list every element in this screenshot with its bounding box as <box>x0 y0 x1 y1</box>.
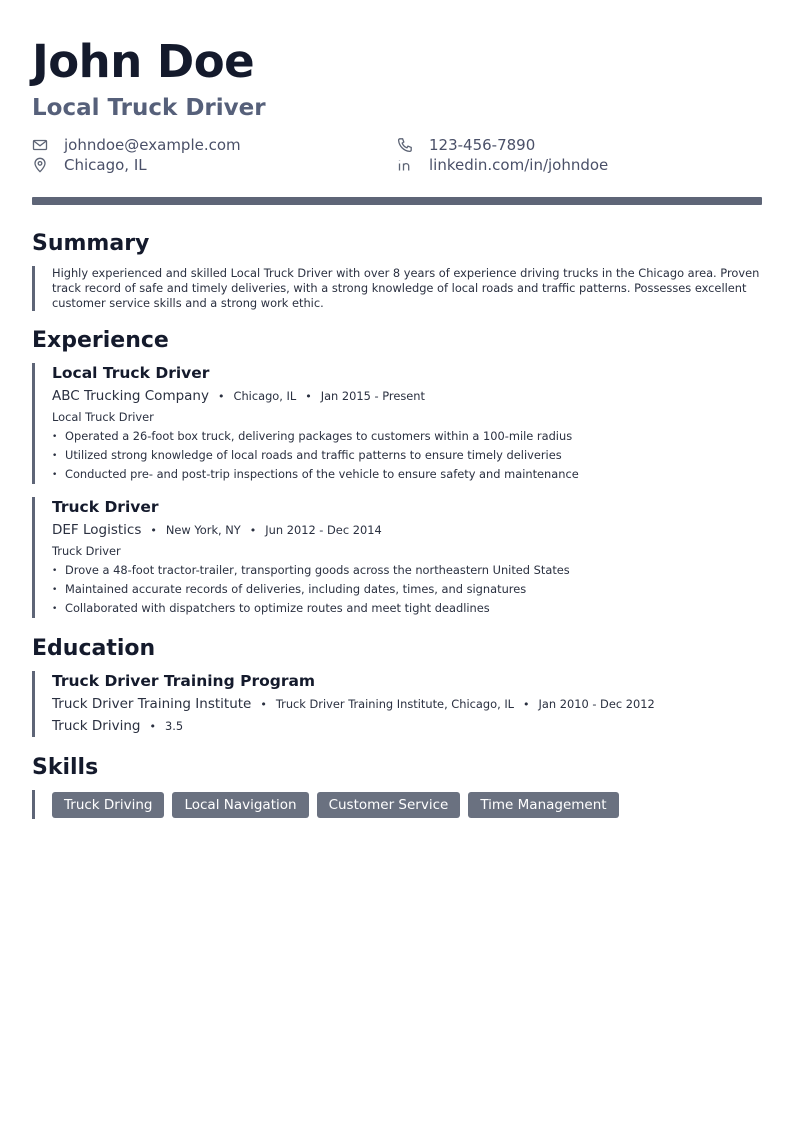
job-bullets <box>52 561 762 618</box>
education-program: Truck Driver Training Program <box>52 672 316 690</box>
summary-text: Highly experienced and skilled Local Truck Driver with over 8 years of experience driving trucks in the Chicago area. Proven track record of safe and timely deliveries, with a strong knowledge of local roads and traffic patterns. Possesses excellent customer service skills and a strong work ethic. <box>32 266 762 311</box>
candidate-name: John Doe <box>32 35 255 88</box>
education-location: Truck Driver Training Institute, Chicago, IL <box>275 697 515 711</box>
job-title: Truck Driver <box>52 498 159 516</box>
job-bullet: • Operated a 26-foot box truck, delivering packages to customers within a 100-mile radius <box>52 427 762 446</box>
contact-location-text: Chicago, IL <box>64 155 147 174</box>
summary-heading: Summary <box>32 231 150 256</box>
separator-dot: • <box>249 524 257 537</box>
job-entry <box>32 363 762 484</box>
job-subtitle: Truck Driver <box>52 544 121 558</box>
job-company: ABC Trucking Company <box>52 388 209 404</box>
education-dates: Jan 2010 - Dec 2012 <box>538 697 655 711</box>
contact-location <box>32 155 397 174</box>
separator-dot: • <box>260 698 267 711</box>
job-title: Local Truck Driver <box>52 364 210 382</box>
skill-chip: Local Navigation <box>172 792 308 818</box>
separator-dot: • <box>305 390 312 403</box>
job-dates: Jun 2012 - Dec 2014 <box>265 523 382 537</box>
job-bullet: • Utilized strong knowledge of local roads and traffic patterns to ensure timely deliveries <box>52 446 762 465</box>
education-entry <box>32 671 762 737</box>
skill-chip: Customer Service <box>317 792 461 818</box>
contact-email[interactable] <box>32 135 397 154</box>
separator-dot: • <box>523 698 530 711</box>
separator-dot: • <box>149 720 156 733</box>
job-dates: Jan 2015 - Present <box>320 389 425 403</box>
education-field: Truck Driving <box>52 718 141 734</box>
job-bullet: • Collaborated with dispatchers to optimize routes and meet tight deadlines <box>52 599 762 618</box>
contact-list <box>32 135 762 174</box>
separator-dot: • <box>150 524 157 537</box>
contact-phone[interactable] <box>397 135 762 154</box>
linkedin-icon <box>397 157 413 173</box>
job-location: New York, NY <box>165 523 241 537</box>
contact-email-text: johndoe@example.com <box>64 135 241 154</box>
job-bullet: • Maintained accurate records of deliveries, including dates, times, and signatures <box>52 580 762 599</box>
job-location: Chicago, IL <box>233 389 297 403</box>
mail-icon <box>32 137 48 153</box>
job-meta <box>52 520 762 541</box>
job-company: DEF Logistics <box>52 522 142 538</box>
separator-dot: • <box>217 390 225 403</box>
skills-heading: Skills <box>32 755 99 780</box>
skill-chip: Time Management <box>468 792 618 818</box>
education-gpa: 3.5 <box>164 719 184 733</box>
education-meta <box>52 694 762 715</box>
contact-linkedin-text: linkedin.com/in/johndoe <box>429 155 609 174</box>
skills-list <box>32 790 762 819</box>
education-institution: Truck Driver Training Institute <box>52 696 252 712</box>
location-pin-icon <box>32 157 48 173</box>
job-entry <box>32 497 762 618</box>
job-meta <box>52 386 762 407</box>
job-bullets <box>52 427 762 484</box>
experience-heading: Experience <box>32 328 169 353</box>
contact-linkedin[interactable] <box>397 155 762 174</box>
skill-chip: Truck Driving <box>52 792 164 818</box>
contact-phone-text: 123-456-7890 <box>429 135 536 154</box>
education-heading: Education <box>32 636 156 661</box>
resume <box>32 36 762 819</box>
job-bullet: • Drove a 48-foot tractor-trailer, transporting goods across the northeastern United States <box>52 561 762 580</box>
job-subtitle: Local Truck Driver <box>52 410 154 424</box>
phone-icon <box>397 137 413 153</box>
job-bullet: • Conducted pre- and post-trip inspections of the vehicle to ensure safety and maintenance <box>52 465 762 484</box>
education-field-row <box>52 716 762 737</box>
job-role: Local Truck Driver <box>32 95 266 121</box>
header-divider <box>32 197 762 205</box>
